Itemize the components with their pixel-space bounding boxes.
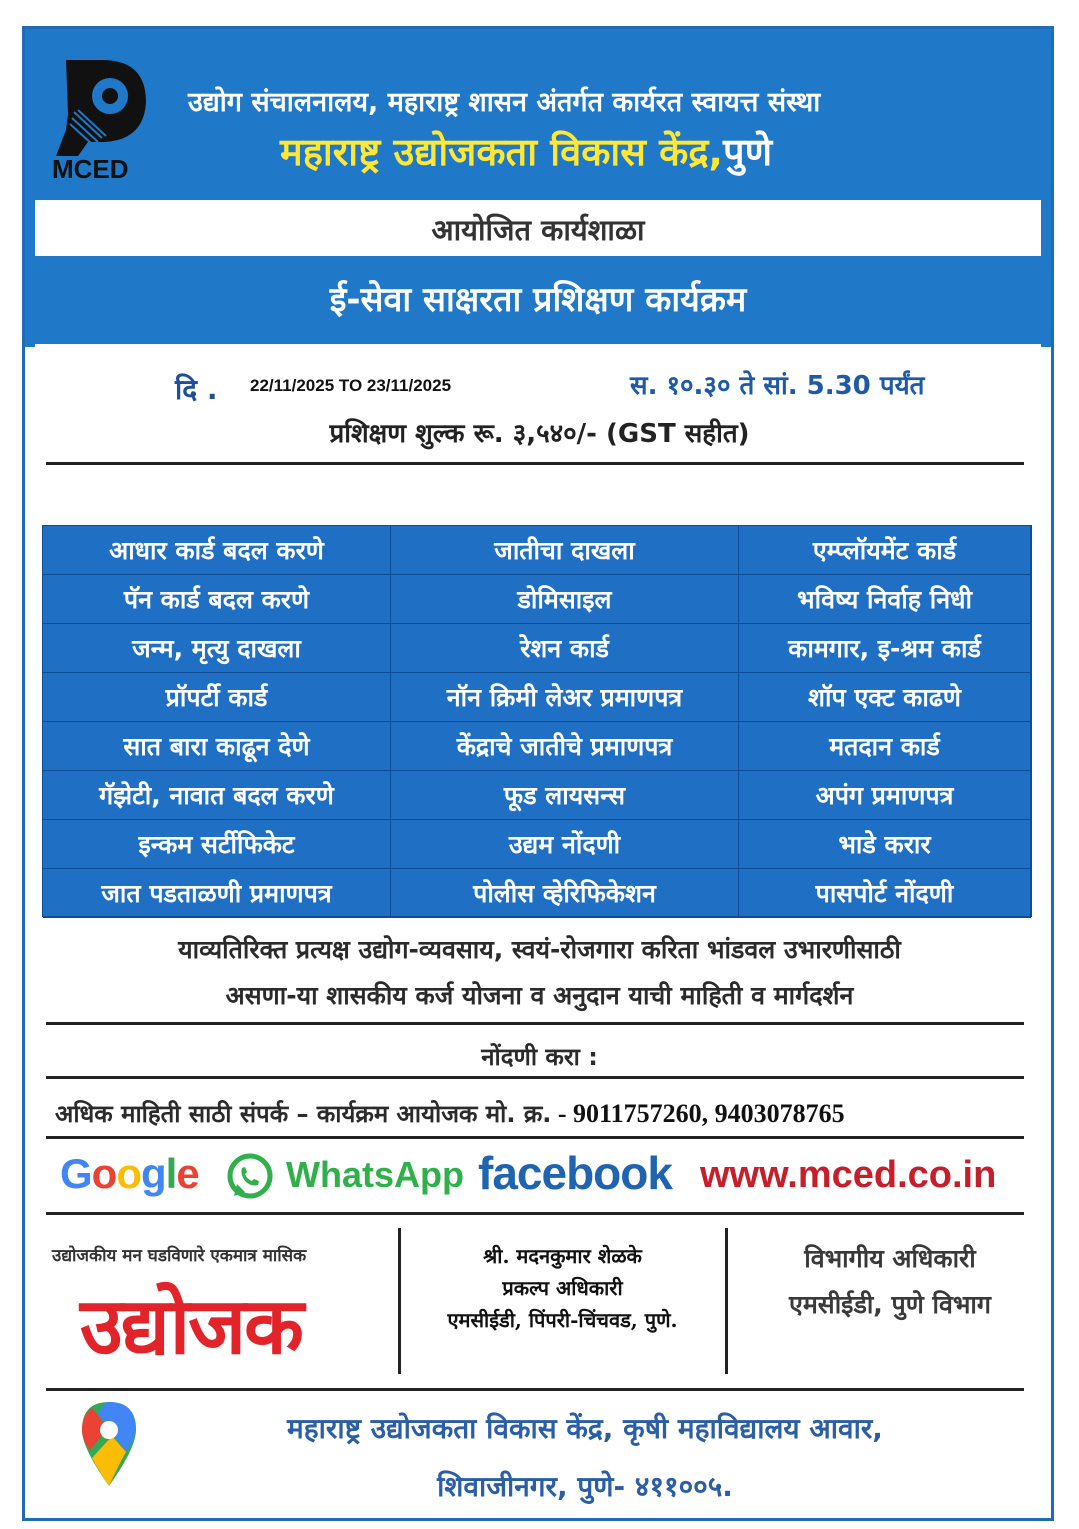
service-cell: शॉप एक्ट काढणे (739, 673, 1031, 722)
service-cell: प्रॉपर्टी कार्ड (43, 673, 391, 722)
division-title: विभागीय अधिकारी (804, 1244, 976, 1273)
service-cell: आधार कार्ड बदल करणे (43, 526, 391, 575)
logo-text: MCED (52, 154, 129, 182)
services-table (42, 525, 1032, 917)
divider (46, 1022, 1024, 1025)
service-cell: पासपोर्ट नोंदणी (739, 869, 1031, 918)
google-letter: G (60, 1150, 92, 1197)
divider (46, 1388, 1024, 1391)
officer-office: एमसीईडी, पिंपरी-चिंचवड, पुणे. (447, 1308, 678, 1332)
date-prefix: दि . (175, 373, 218, 406)
service-cell: केंद्राचे जातीचे प्रमाणपत्र (391, 722, 739, 771)
org-city: पुणे (722, 130, 773, 174)
service-cell: कामगार, इ-श्रम कार्ड (739, 624, 1031, 673)
date-range: 22/11/2025 TO 23/11/2025 (250, 376, 452, 395)
service-cell: इन्कम सर्टीफिकेट (43, 820, 391, 869)
project-officer (400, 1240, 725, 1336)
officer-title: प्रकल्प अधिकारी (502, 1276, 623, 1300)
service-cell: जात पडताळणी प्रमाणपत्र (43, 869, 391, 918)
service-cell: जन्म, मृत्यु दाखला (43, 624, 391, 673)
service-cell: जातीचा दाखला (391, 526, 739, 575)
service-cell: उद्यम नोंदणी (391, 820, 739, 869)
whatsapp-icon[interactable] (225, 1152, 275, 1202)
magazine-tagline: उद्योजकीय मन घडविणारे एकमात्र मासिक (52, 1246, 307, 1266)
brand-row (60, 1147, 1020, 1210)
org-name-text: महाराष्ट्र उद्योजकता विकास केंद्र, (280, 130, 723, 174)
mced-logo (48, 52, 168, 182)
service-cell: मतदान कार्ड (739, 722, 1031, 771)
contact-numbers: - 9011757260, 9403078765 (551, 1099, 845, 1128)
training-fee: प्रशिक्षण शुल्क रू. ३,५४०/- (GST सहीत) (329, 419, 750, 449)
service-cell: एम्प्लॉयमेंट कार्ड (739, 526, 1031, 575)
address-line2: शिवाजीनगर, पुणे- ४११००५. (437, 1470, 733, 1503)
organized-band (35, 200, 1041, 256)
google-letter: o (91, 1150, 117, 1197)
whatsapp-label[interactable]: WhatsApp (286, 1154, 464, 1195)
map-pin-icon[interactable] (78, 1400, 140, 1488)
org-name (280, 125, 980, 177)
service-cell: अपंग प्रमाणपत्र (739, 771, 1031, 820)
divider (46, 1076, 1024, 1079)
service-cell: डोमिसाइल (391, 575, 739, 624)
service-cell: फूड लायसन्स (391, 771, 739, 820)
program-title: ई-सेवा साक्षरता प्रशिक्षण कार्यक्रम (329, 280, 747, 320)
address (150, 1400, 1020, 1516)
extra-info-line1: याव्यतिरिक्त प्रत्यक्ष उद्योग-व्यवसाय, स्वयं-रोजगारा करिता भांडवल उभारणीसाठी (178, 935, 901, 964)
facebook-logo[interactable]: facebook (478, 1147, 672, 1199)
extra-info-line2: असणा-या शासकीय कर्ज योजना व अनुदान याची माहिती व मार्गदर्शन (225, 981, 854, 1010)
service-cell: रेशन कार्ड (391, 624, 739, 673)
divider (46, 462, 1024, 465)
google-logo[interactable] (60, 1150, 199, 1198)
google-letter: o (116, 1150, 141, 1197)
magazine-logo: उद्योजक (80, 1282, 302, 1372)
service-cell: पॅन कार्ड बदल करणे (43, 575, 391, 624)
service-cell: गॅझेटी, नावात बदल करणे (43, 771, 391, 820)
service-cell: नॉन क्रिमी लेअर प्रमाणपत्र (391, 673, 739, 722)
register-label: नोंदणी करा : (481, 1043, 598, 1071)
contact-line (55, 1097, 845, 1130)
organized-label: आयोजित कार्यशाळा (431, 213, 645, 247)
contact-label: अधिक माहिती साठी संपर्क – कार्यक्रम आयोजक मो. क्र. (55, 1100, 552, 1128)
address-line1: महाराष्ट्र उद्योजकता विकास केंद्र, कृषी महाविद्यालय आवार, (287, 1412, 883, 1445)
service-cell: भाडे करार (739, 820, 1031, 869)
google-letter: g (140, 1150, 166, 1197)
google-letter: e (176, 1150, 199, 1197)
divider (725, 1228, 728, 1374)
org-tagline: उद्योग संचालनालय, महाराष्ट्र शासन अंतर्गत कार्यरत स्वायत्त संस्था (188, 87, 821, 118)
service-cell: सात बारा काढून देणे (43, 722, 391, 771)
google-letter: l (165, 1150, 177, 1197)
divisional-officer (735, 1236, 1045, 1328)
divider (46, 1212, 1024, 1215)
website-link[interactable]: www.mced.co.in (700, 1154, 997, 1196)
officer-name: श्री. मदनकुमार शेळके (483, 1244, 642, 1268)
divider (46, 1136, 1024, 1139)
division-office: एमसीईडी, पुणे विभाग (789, 1290, 991, 1319)
service-cell: पोलीस व्हेरिफिकेशन (391, 869, 739, 918)
time-range: स. १०.३० ते सां. 5.30 पर्यंत (630, 371, 925, 401)
service-cell: भविष्य निर्वाह निधी (739, 575, 1031, 624)
